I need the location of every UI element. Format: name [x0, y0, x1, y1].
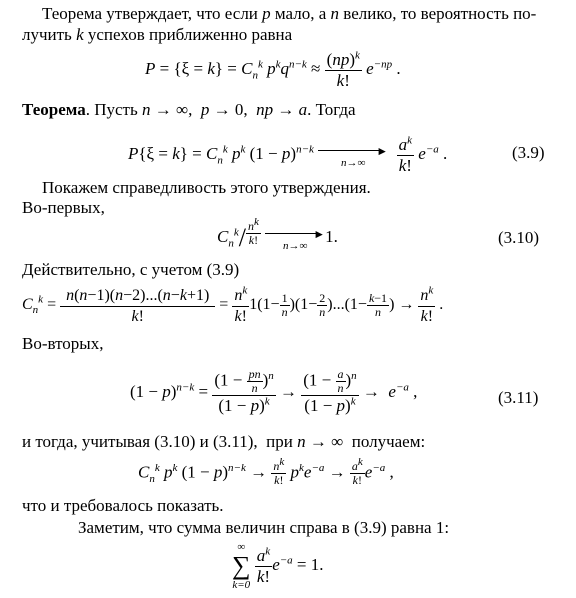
equation-binomial-expansion: $C_n^k$ = $\frac{n(n-1)(n-2)...(n-k+1)}{k!}$ = $\frac{n^k}{k!}$ 1(1− $\frac{1}{n}$ )(1− $\frac{2}{n}$ )...(1− $\frac{k-1}{n}$ ) → $\frac{n^k}{k!}$ . [22, 284, 444, 325]
first-text: Во-первых, [22, 198, 105, 217]
equation-poisson-approx: $P = \{\xi = k\} = C_n^k$ $p^kq^{n-k}$ ≈ $\frac{(np)^k}{k!}$ $e^{-np}$ . [145, 49, 401, 90]
equation-number-3-10: (3.10) [498, 228, 540, 247]
equation-3-9: $P\{\xi = k\} = C_n^k$ $p^k$ $(1 - p)^{n-k}$ ► n→∞ $\frac{a^k}{k!}$ $e^{-a}$ . [128, 134, 448, 175]
note-text: Заметим, что сумма величин справа в (3.9) равна 1: [78, 518, 450, 537]
indeed-text: Действительно, с учетом (3.9) [22, 260, 240, 279]
theorem-statement: Теорема. Пусть n → ∞, p → 0, np → a. Тогда [22, 100, 356, 119]
equation-number-3-9: (3.9) [512, 143, 545, 162]
sum-symbol: ∞ ∑ k=0 [232, 541, 251, 591]
equation-final-limit: $C_n^k$ $p^k$ $(1 - p)^{n-k}$ → $\frac{n^k}{k!}$ $p^ke^{-a}$ → $\frac{a^k}{k!}$ $e^{-a}$ , [138, 456, 394, 487]
limit-arrow: ► n→∞ [265, 227, 325, 249]
second-text: Во-вторых, [22, 334, 104, 353]
equation-3-10: $C_n^k/$ $\frac{n^k}{k!}$ ► n→∞ 1. [217, 216, 338, 253]
equation-3-11: $(1 - p)^{n-k}$ = (1 − $\frac{pn}{n}$ )$^n$ $(1 - p)^k$ → (1 − $\frac{a}{n}$ )$^n$ $(1 - p)^k$ → $e^{-a}$ , [130, 367, 418, 415]
limit-arrow: ► n→∞ [318, 144, 388, 166]
show-text: Покажем справедливость этого утверждения. [42, 178, 371, 197]
equation-sum: ∞ ∑ k=0 $\frac{a^k}{k!}$ $e^{-a} = 1$. [232, 541, 324, 591]
qed-text: что и требовалось показать. [22, 496, 224, 515]
intro-line-2: лучить k успехов приближенно равна [22, 25, 293, 44]
then-text: и тогда, учитывая (3.10) и (3.11), при n → ∞ получаем: [22, 432, 426, 451]
intro-line-1: Теорема утверждает, что если p мало, а n велико, то вероятность по- [42, 4, 537, 23]
equation-number-3-11: (3.11) [498, 388, 539, 407]
theorem-title: Теорема [22, 100, 86, 119]
